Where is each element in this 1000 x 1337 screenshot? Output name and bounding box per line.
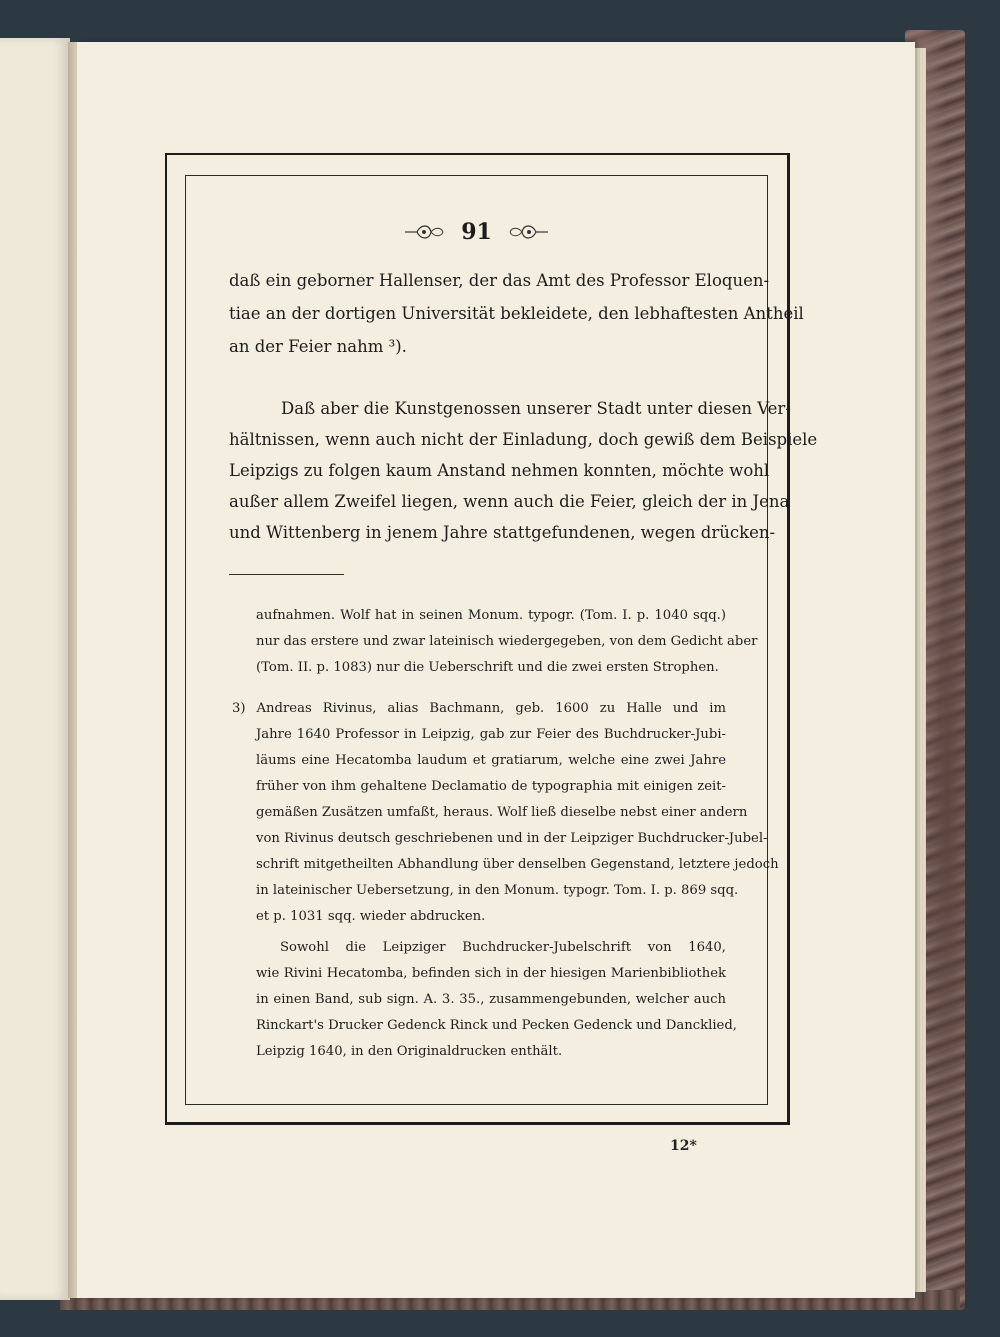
right-ornament-icon bbox=[508, 219, 550, 245]
footnote-line: (Tom. II. p. 1083) nur die Ueberschrift und die zwei ersten Strophen. bbox=[256, 660, 719, 675]
body-line: tiae an der dortigen Universität bekleidete, den lebhaftesten Antheil bbox=[229, 304, 804, 323]
footnote-3-cont-line: wie Rivini Hecatomba, befinden sich in der hiesigen Marienbibliothek bbox=[256, 966, 726, 981]
body-line: an der Feier nahm ³). bbox=[229, 337, 407, 356]
footnote-line: nur das erstere und zwar lateinisch wiedergegeben, von dem Gedicht aber bbox=[256, 634, 758, 649]
footnote-3-line: von Rivinus deutsch geschriebenen und in der Leipziger Buchdrucker-Jubel- bbox=[256, 831, 768, 846]
body-line: Daß aber die Kunstgenossen unserer Stadt unter diesen Ver- bbox=[281, 399, 791, 418]
footnote-3-line: läums eine Hecatomba laudum et gratiarum, welche eine zwei Jahre bbox=[256, 753, 726, 768]
footnote-3-line: schrift mitgetheilten Abhandlung über denselben Gegenstand, letztere jedoch bbox=[256, 857, 779, 872]
footnote-separator bbox=[229, 574, 344, 575]
page-header bbox=[185, 212, 768, 252]
body-line: und Wittenberg in jenem Jahre stattgefundenen, wegen drücken- bbox=[229, 523, 776, 542]
footnote-3-line: früher von ihm gehaltene Declamatio de typographia mit einigen zeit- bbox=[256, 779, 726, 794]
catchword: 12* bbox=[670, 1138, 697, 1154]
body-line: daß ein geborner Hallenser, der das Amt des Professor Eloquen- bbox=[229, 271, 770, 290]
footnote-3-line: et p. 1031 sqq. wieder abdrucken. bbox=[256, 909, 486, 924]
body-line: hältnissen, wenn auch nicht der Einladung, doch gewiß dem Beispiele bbox=[229, 430, 818, 449]
footnote-3-cont-line: Sowohl die Leipziger Buchdrucker-Jubelschrift von 1640, bbox=[280, 940, 726, 955]
footnote-3-cont-line: Leipzig 1640, in den Originaldrucken enthält. bbox=[256, 1044, 563, 1059]
body-line: Leipzigs zu folgen kaum Anstand nehmen konnten, möchte wohl bbox=[229, 461, 770, 480]
footnote-3-line: Jahre 1640 Professor in Leipzig, gab zur Feier des Buchdrucker-Jubi- bbox=[256, 727, 726, 742]
left-ornament-icon bbox=[403, 219, 445, 245]
footnote-3-cont-line: in einen Band, sub sign. A. 3. 35., zusammengebunden, welcher auch bbox=[256, 992, 726, 1007]
footnote-3-line: 3) Andreas Rivinus, alias Bachmann, geb. 1600 zu Halle und im bbox=[232, 701, 726, 716]
footnote-3-line: gemäßen Zusätzen umfaßt, heraus. Wolf ließ dieselbe nebst einer andern bbox=[256, 805, 748, 820]
page-number: 91 bbox=[461, 219, 492, 245]
facing-page bbox=[0, 38, 70, 1300]
body-line: außer allem Zweifel liegen, wenn auch die Feier, gleich der in Jena bbox=[229, 492, 790, 511]
footnote-3-cont-line: Rinckart's Drucker Gedenck Rinck und Pecken Gedenck und Dancklied, bbox=[256, 1018, 737, 1033]
footnote-line: aufnahmen. Wolf hat in seinen Monum. typogr. (Tom. I. p. 1040 sqq.) bbox=[256, 608, 726, 623]
footnote-3-line: in lateinischer Uebersetzung, in den Monum. typogr. Tom. I. p. 869 sqq. bbox=[256, 883, 739, 898]
